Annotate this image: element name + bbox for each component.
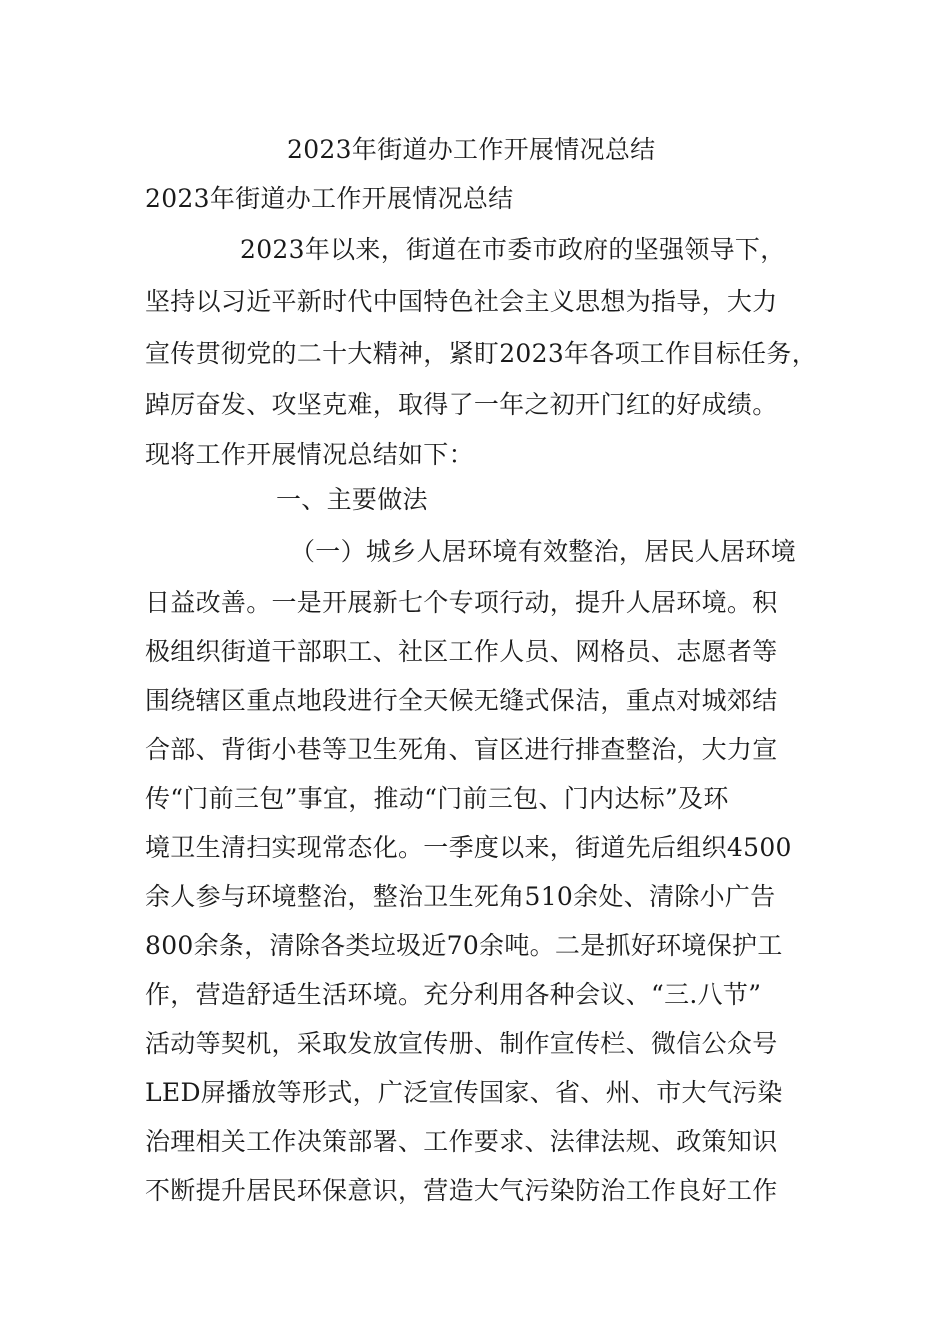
document-title: 2023年街道办工作开展情况总结 (287, 135, 656, 164)
paragraph-line: LED屏播放等形式，广泛宣传国家、省、州、市大气污染 (145, 1078, 783, 1107)
paragraph-line: 宣传贯彻党的二十大精神，紧盯2023年各项工作目标任务， (145, 339, 818, 368)
paragraph-line: 围绕辖区重点地段进行全天候无缝式保洁，重点对城郊结 (145, 686, 778, 715)
paragraph-line: 踔厉奋发、攻坚克难，取得了一年之初开门红的好成绩。 (145, 390, 778, 419)
paragraph-line: 作，营造舒适生活环境。充分利用各种会议、“三.八节” (145, 980, 762, 1009)
paragraph-line: 境卫生清扫实现常态化。一季度以来，街道先后组织4500 (145, 833, 792, 862)
paragraph-line: 不断提升居民环保意识，营造大气污染防治工作良好工作 (145, 1176, 778, 1205)
paragraph-line: 日益改善。一是开展新七个专项行动，提升人居环境。积 (145, 588, 778, 617)
paragraph-line: 现将工作开展情况总结如下： (145, 440, 474, 469)
paragraph-line: （一）城乡人居环境有效整治，居民人居环境 (290, 537, 797, 566)
paragraph-line: 传“门前三包”事宜，推动“门前三包、门内达标”及环 (145, 784, 729, 813)
paragraph-line: 治理相关工作决策部署、工作要求、法律法规、政策知识 (145, 1127, 778, 1156)
paragraph-line: 2023年以来，街道在市委市政府的坚强领导下， (240, 235, 786, 264)
section-heading: 一、主要做法 (276, 485, 428, 514)
paragraph-line: 800余条，清除各类垃圾近70余吨。二是抓好环境保护工 (145, 931, 783, 960)
paragraph-line: 活动等契机，采取发放宣传册、制作宣传栏、微信公众号 (145, 1029, 778, 1058)
paragraph-line: 余人参与环境整治，整治卫生死角510余处、清除小广告 (145, 882, 776, 911)
paragraph-line: 合部、背街小巷等卫生死角、盲区进行排查整治，大力宣 (145, 735, 778, 764)
paragraph-line: 坚持以习近平新时代中国特色社会主义思想为指导，大力 (145, 287, 778, 316)
paragraph-line: 极组织街道干部职工、社区工作人员、网格员、志愿者等 (145, 637, 778, 666)
document-subtitle: 2023年街道办工作开展情况总结 (145, 184, 514, 213)
